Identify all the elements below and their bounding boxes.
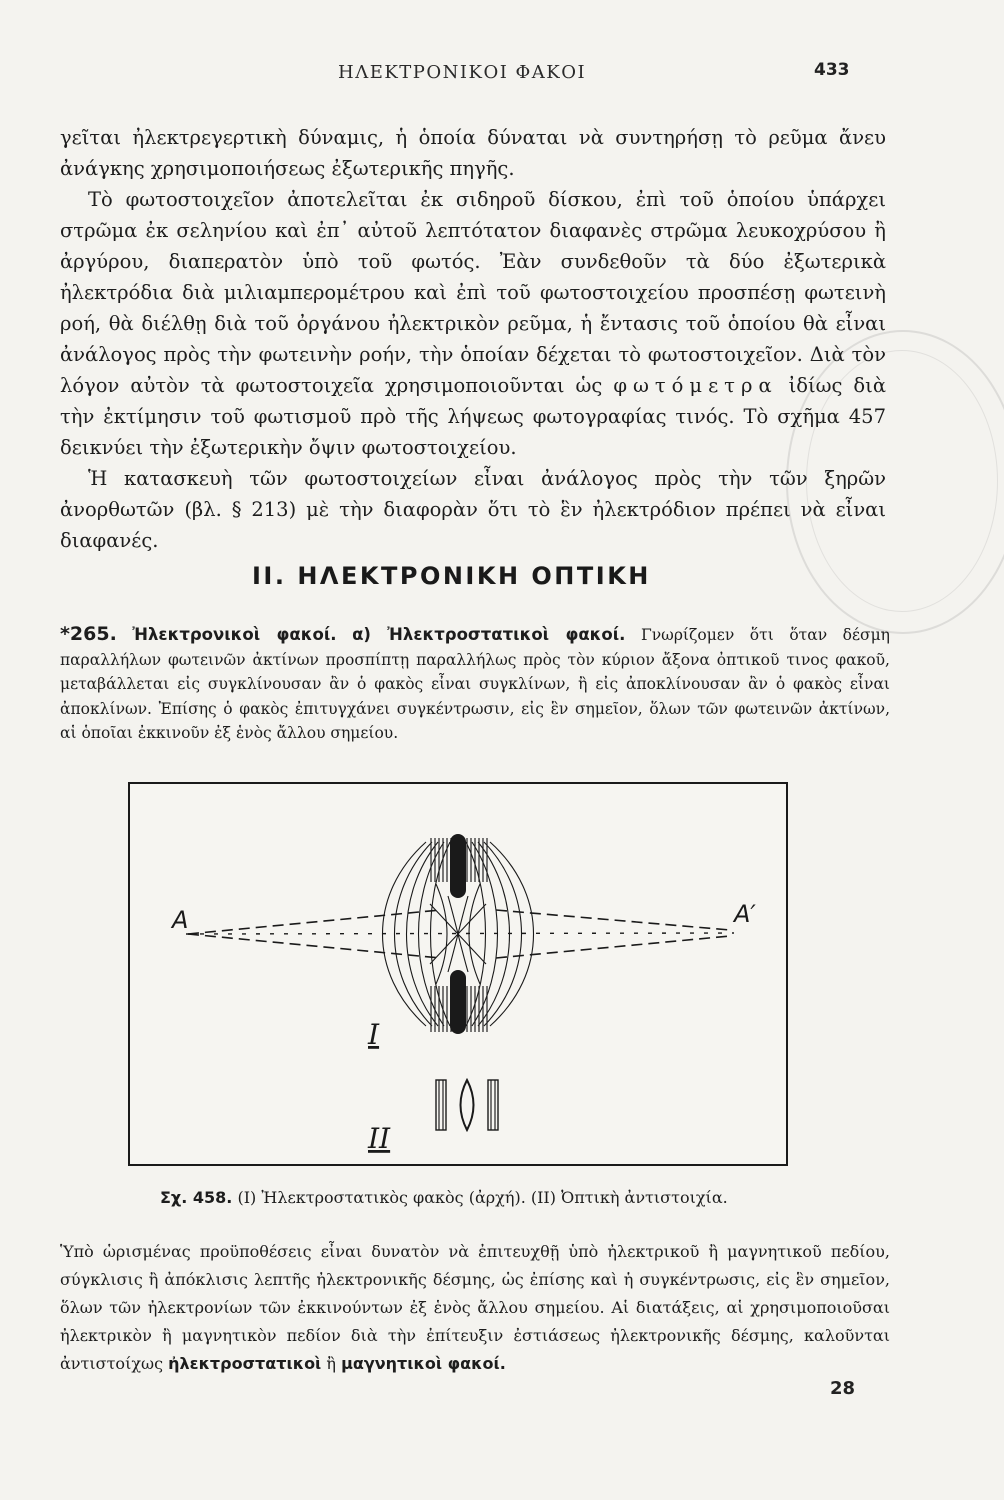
term-magnetic: μαγνητικοὶ φακοί. <box>341 1354 506 1373</box>
section-text: Γνωρίζομεν ὅτι ὅταν δέσμη παραλλήλων φωτεινῶν ἀκτίνων προσπίπτῃ παραλλήλως πρὸς τὸν κύριον ἄξονα ὀπτικοῦ τινος φακοῦ, μεταβάλλεται εἰς συγκλίνουσαν ἂν ὁ φακὸς εἶναι συγκλίνων, ἢ εἰς ἀποκλίνουσαν ἂν ὁ φακὸς εἶναι ἀποκλίνων. Ἐπίσης ὁ φακὸς ἐπιτυγχάνει συγκέντρωσιν, εἰς ἓν σημεῖον, ὅλων τῶν φωτεινῶν ἀκτίνων, αἱ ὁποῖαι ἐκκινοῦν ἐξ ἑνὸς ἄλλου σημείου. <box>60 626 890 742</box>
caption-label: Σχ. 458. <box>160 1188 233 1207</box>
closing-text: Ὑπὸ ὡρισμένας προϋποθέσεις εἶναι δυνατὸν νὰ ἐπιτευχθῇ ὑπὸ ἠλεκτρικοῦ ἢ μαγνητικοῦ πεδίου, σύγκλισις ἢ ἀπόκλισις λεπτῆς ἠλεκτρονικῆς δέσμης, ὡς ἐπίσης καὶ ἡ συγκέντρωσις, εἰς ἓν σημεῖον, ὅλων τῶν ἠλεκτρονίων τῶν ἐκκινούντων ἐξ ἑνὸς ἄλλου σημείου. Αἱ διατάξεις, αἱ χρησιμοποιοῦσαι ἠλεκτρικὸν ἢ μαγνητικὸν πεδίον διὰ τὴν ἐπίτευξιν ἐστιάσεως ἠλεκτρονικῆς δέσμης, καλοῦνται ἀντιστοίχως <box>60 1242 890 1373</box>
ray-lines <box>188 910 730 958</box>
figure-label-1: I <box>368 1018 380 1051</box>
paragraph-photocell <box>60 184 886 463</box>
figure-caption <box>160 1188 728 1207</box>
figure-458 <box>128 782 788 1166</box>
signature-number: 28 <box>830 1378 856 1399</box>
subsection-heading: α) Ἠλεκτροστατικοὶ φακοί. <box>352 625 626 644</box>
point-a-label: A <box>172 906 189 934</box>
running-head <box>0 58 1004 88</box>
closing-or: ἢ <box>326 1354 336 1373</box>
page-number: 433 <box>814 60 850 80</box>
closing-paragraph <box>60 1238 890 1378</box>
section-paragraph <box>60 622 890 746</box>
figure-label-2: II <box>368 1122 391 1155</box>
paragraph-photocell-text-b: ἰδίως διὰ τὴν ἐκτίμησιν τοῦ φωτισμοῦ πρὸ τῆς λήψεως φωτογραφίας τινός. Τὸ σχῆμα 457 δεικνύει τὴν ἐξωτερικὴν ὄψιν φωτοστοιχείου. <box>60 374 886 459</box>
top-text-block <box>60 122 886 556</box>
paragraph-photocell-text-a: Τὸ φωτοστοιχεῖον ἀποτελεῖται ἐκ σιδηροῦ δίσκου, ἐπὶ τοῦ ὁποίου ὑπάρχει στρῶμα ἐκ σεληνίου καὶ ἐπ᾿ αὐτοῦ λεπτότατον διαφανὲς στρῶμα λευκοχρύσου ἢ ἀργύρου, διαπερατὸν ὑπὸ τοῦ φωτός. Ἐὰν συνδεθοῦν τὰ δύο ἐξωτερικὰ ἠλεκτρόδια διὰ μιλιαμπερομέτρου καὶ ἐπὶ τοῦ φωτοστοιχείου προσπέσῃ φωτεινὴ ροή, θὰ διέλθῃ διὰ τοῦ ὀργάνου ἠλεκτρικὸν ρεῦμα, ἡ ἔντασις τοῦ ὁποίου θὰ εἶναι ἀνάλογος πρὸς τὴν φωτεινὴν ροήν, τὴν ὁποίαν δέχεται τὸ φωτοστοιχεῖον. Διὰ τὸν λόγον αὐτὸν τὰ φωτοστοιχεῖα χρησιμοποιοῦνται ὡς <box>60 188 886 397</box>
caption-text: (I) Ἠλεκτροστατικὸς φακὸς (ἀρχή). (II) Ὀπτικὴ ἀντιστοιχία. <box>237 1188 728 1207</box>
paragraph-continuation: γεῖται ἠλεκτρεγερτικὴ δύναμις, ἡ ὁποία δύναται νὰ συντηρήσῃ τὸ ρεῦμα ἄνευ ἀνάγκης χρησιμοποιήσεως ἐξωτερικῆς πηγῆς. <box>60 126 886 180</box>
term-electrostatic: ἠλεκτροστατικοὶ <box>168 1354 322 1373</box>
optical-axis <box>186 933 734 934</box>
section-heading: Ἠλεκτρονικοὶ φακοί. <box>132 625 337 644</box>
point-a-prime-label: A′ <box>734 900 756 928</box>
paragraph-construction: Ἡ κατασκευὴ τῶν φωτοστοιχείων εἶναι ἀνάλογος πρὸς τὴν τῶν ξηρῶν ἀνορθωτῶν (βλ. § 213) μὲ τὴν διαφορὰν ὅτι τὸ ἓν ἠλεκτρόδιον πρέπει νὰ εἶναι διαφανές. <box>60 467 886 552</box>
running-title: ΗΛΕΚΤΡΟΝΙΚΟΙ ΦΑΚΟΙ <box>338 62 587 83</box>
section-title: II. ΗΛΕΚΤΡΟΝΙΚΗ ΟΠΤΙΚΗ <box>252 562 651 590</box>
term-photometer: φωτόμετρα <box>613 374 778 397</box>
lens-diagram <box>130 784 786 1164</box>
optical-analogy <box>436 1080 498 1130</box>
section-number: *265. <box>60 623 117 645</box>
